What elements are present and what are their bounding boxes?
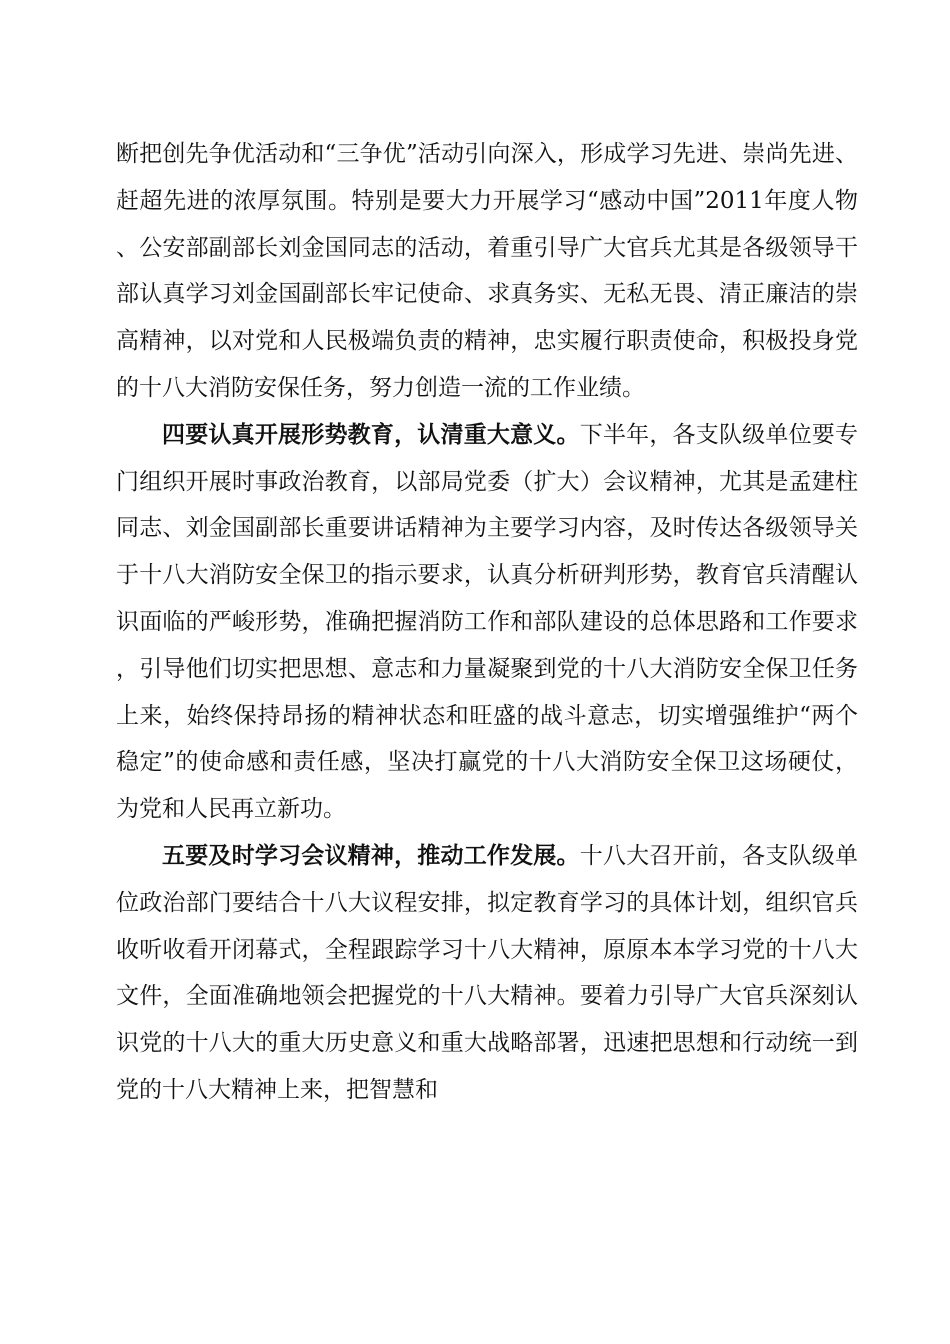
paragraph-text: 下半年，各支队级单位要专门组织开展时事政治教育，以部局党委（扩大）会议精神，尤其是孟建柱同志、刘金国副部长重要讲话精神为主要学习内容，及时传达各级领导关于十八大消防安全保卫的指示要求，认真分析研判形势，教育官兵清醒认识面临的严峻形势，准确把握消防工作和部队建设的总体思路和工作要求，引导他们切实把思想、意志和力量凝聚到党的十八大消防安全保卫任务上来，始终保持昂扬的精神状态和旺盛的战斗意志，切实增强维护“两个稳定”的使命感和责任感，坚决打赢党的十八大消防安全保卫这场硬仗，为党和人民再立新功。 — [116, 421, 859, 823]
paragraph-lead-heading: 四要认真开展形势教育，认清重大意义。 — [162, 421, 580, 448]
document-body — [116, 131, 858, 1114]
paragraph-situation-education — [116, 412, 858, 833]
paragraph-text: 断把创先争优活动和“三争优”活动引向深入，形成学习先进、崇尚先进、赶超先进的浓厚氛围。特别是要大力开展学习“感动中国”2011年度人物、公安部副部长刘金国同志的活动，着重引导广大官兵尤其是各级领导干部认真学习刘金国副部长牢记使命、求真务实、无私无畏、清正廉洁的崇高精神，以对党和人民极端负责的精神，忠实履行职责使命，积极投身党的十八大消防安保任务，努力创造一流的工作业绩。 — [116, 141, 858, 401]
paragraph-lead-heading: 五要及时学习会议精神，推动工作发展。 — [162, 842, 580, 869]
paragraph-text: 十八大召开前，各支队级单位政治部门要结合十八大议程安排，拟定教育学习的具体计划，组织官兵收听收看开闭幕式，全程跟踪学习十八大精神，原原本本学习党的十八大文件，全面准确地领会把握党的十八大精神。要着力引导广大官兵深刻认识党的十八大的重大历史意义和重大战略部署，迅速把思想和行动统一到党的十八大精神上来，把智慧和 — [116, 842, 859, 1103]
paragraph-meeting-study — [116, 833, 858, 1114]
paragraph-continuation — [116, 131, 858, 412]
